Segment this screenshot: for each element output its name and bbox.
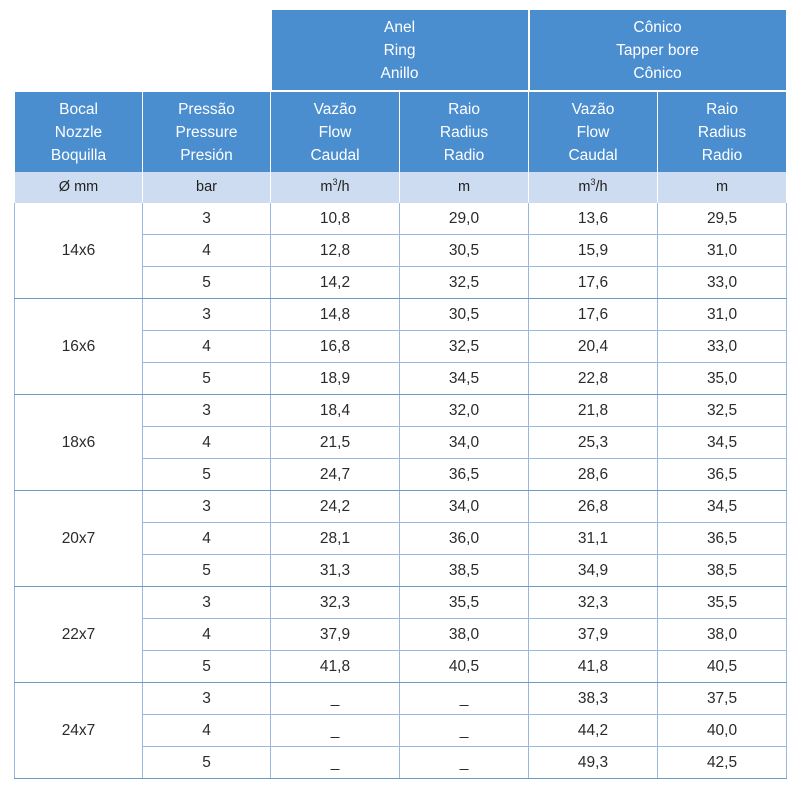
conic-radius-cell: 31,0: [658, 235, 787, 267]
conic-flow-cell: 20,4: [529, 331, 658, 363]
unit-pressure-text: bar: [196, 179, 217, 195]
ring-flow-cell: 10,8: [271, 203, 400, 235]
nozzle-size-cell: 18x6: [15, 395, 143, 491]
group-header-ring: [271, 10, 529, 91]
nozzle-size-cell: 24x7: [15, 683, 143, 779]
column-header-ring-radius: [400, 91, 529, 172]
ring-flow-cell: _: [271, 715, 400, 747]
nozzle-performance-table: [14, 10, 788, 779]
ring-radius-cell: 38,5: [400, 555, 529, 587]
unit-conic-flow: [529, 172, 658, 203]
ring-radius-cell: 34,0: [400, 491, 529, 523]
unit-ring-flow: [271, 172, 400, 203]
ring-flow-cell: 32,3: [271, 587, 400, 619]
ring-flow-cell: 24,2: [271, 491, 400, 523]
conic-flow-cell: 37,9: [529, 619, 658, 651]
conic-radius-cell: 40,0: [658, 715, 787, 747]
conic-radius-cell: 32,5: [658, 395, 787, 427]
column-header-ring-radius-es: Radio: [443, 146, 485, 164]
conic-radius-cell: 42,5: [658, 747, 787, 779]
conic-flow-cell: 17,6: [529, 267, 658, 299]
conic-radius-cell: 31,0: [658, 299, 787, 331]
unit-ring-radius-text: m: [457, 179, 471, 195]
conic-flow-cell: 44,2: [529, 715, 658, 747]
pressure-cell: 4: [143, 619, 271, 651]
table-row: [15, 683, 787, 715]
conic-flow-cell: 38,3: [529, 683, 658, 715]
conic-radius-cell: 38,5: [658, 555, 787, 587]
group-header-row: [15, 10, 787, 91]
conic-flow-cell: 31,1: [529, 523, 658, 555]
ring-radius-cell: 30,5: [400, 299, 529, 331]
ring-radius-cell: 29,0: [400, 203, 529, 235]
column-header-conic-flow-en: Flow: [576, 123, 610, 141]
unit-nozzle: [15, 172, 143, 203]
ring-radius-cell: 34,0: [400, 427, 529, 459]
ring-flow-cell: 37,9: [271, 619, 400, 651]
conic-flow-cell: 32,3: [529, 587, 658, 619]
nozzle-size-cell: 16x6: [15, 299, 143, 395]
column-header-ring-radius-pt: Raio: [448, 100, 480, 118]
ring-flow-cell: 12,8: [271, 235, 400, 267]
ring-flow-cell: _: [271, 747, 400, 779]
column-header-conic-flow-pt: Vazão: [571, 100, 615, 118]
conic-flow-cell: 25,3: [529, 427, 658, 459]
ring-flow-cell: 14,8: [271, 299, 400, 331]
pressure-cell: 5: [143, 555, 271, 587]
column-header-ring-flow: [271, 91, 400, 172]
unit-pressure: [143, 172, 271, 203]
pressure-cell: 5: [143, 267, 271, 299]
ring-flow-cell: 24,7: [271, 459, 400, 491]
column-header-nozzle: [15, 91, 143, 172]
spec-table-page: [14, 10, 786, 788]
header-blank-cell: [15, 10, 271, 91]
ring-radius-cell: _: [400, 747, 529, 779]
ring-radius-cell: 38,0: [400, 619, 529, 651]
pressure-cell: 4: [143, 715, 271, 747]
pressure-cell: 3: [143, 203, 271, 235]
conic-flow-cell: 15,9: [529, 235, 658, 267]
conic-flow-cell: 34,9: [529, 555, 658, 587]
unit-ring-radius: [400, 172, 529, 203]
nozzle-size-cell: 20x7: [15, 491, 143, 587]
pressure-cell: 4: [143, 523, 271, 555]
conic-flow-cell: 13,6: [529, 203, 658, 235]
ring-flow-cell: 28,1: [271, 523, 400, 555]
column-header-row: [15, 91, 787, 172]
column-header-ring-flow-en: Flow: [318, 123, 352, 141]
ring-flow-cell: 41,8: [271, 651, 400, 683]
ring-flow-cell: 18,9: [271, 363, 400, 395]
column-header-conic-radius-es: Radio: [701, 146, 743, 164]
group-header-conic-en: Tapper bore: [616, 41, 699, 59]
group-header-ring-en: Ring: [383, 41, 416, 59]
conic-flow-cell: 17,6: [529, 299, 658, 331]
ring-radius-cell: 36,0: [400, 523, 529, 555]
ring-radius-cell: _: [400, 683, 529, 715]
conic-flow-cell: 21,8: [529, 395, 658, 427]
table-row: [15, 299, 787, 331]
ring-radius-cell: 32,0: [400, 395, 529, 427]
conic-radius-cell: 36,5: [658, 459, 787, 491]
ring-radius-cell: 34,5: [400, 363, 529, 395]
ring-radius-cell: 32,5: [400, 267, 529, 299]
conic-radius-cell: 34,5: [658, 491, 787, 523]
column-header-pressure-en: Pressure: [175, 123, 238, 141]
column-header-pressure-pt: Pressão: [178, 100, 235, 118]
pressure-cell: 3: [143, 683, 271, 715]
ring-flow-cell: _: [271, 683, 400, 715]
pressure-cell: 4: [143, 427, 271, 459]
ring-flow-cell: 18,4: [271, 395, 400, 427]
unit-row: [15, 172, 787, 203]
conic-radius-cell: 35,0: [658, 363, 787, 395]
ring-radius-cell: 30,5: [400, 235, 529, 267]
pressure-cell: 3: [143, 587, 271, 619]
group-header-conic-es: Cônico: [633, 64, 682, 82]
unit-ring-flow-tail: /h: [337, 179, 350, 195]
column-header-nozzle-es: Boquilla: [50, 146, 107, 164]
conic-radius-cell: 33,0: [658, 267, 787, 299]
ring-radius-cell: _: [400, 715, 529, 747]
unit-conic-flow-base: m: [578, 179, 591, 195]
table-body: [15, 203, 787, 779]
column-header-ring-radius-en: Radius: [439, 123, 489, 141]
column-header-pressure: [143, 91, 271, 172]
conic-radius-cell: 33,0: [658, 331, 787, 363]
conic-flow-cell: 49,3: [529, 747, 658, 779]
unit-conic-flow-exponent: 3: [590, 177, 596, 188]
ring-flow-cell: 31,3: [271, 555, 400, 587]
table-row: [15, 203, 787, 235]
pressure-cell: 4: [143, 235, 271, 267]
ring-flow-cell: 14,2: [271, 267, 400, 299]
group-header-ring-pt: Anel: [383, 18, 416, 36]
unit-ring-flow-exponent: 3: [332, 177, 338, 188]
pressure-cell: 3: [143, 395, 271, 427]
conic-radius-cell: 40,5: [658, 651, 787, 683]
conic-radius-cell: 34,5: [658, 427, 787, 459]
conic-flow-cell: 26,8: [529, 491, 658, 523]
unit-conic-radius: [658, 172, 787, 203]
column-header-ring-flow-pt: Vazão: [313, 100, 357, 118]
pressure-cell: 5: [143, 363, 271, 395]
column-header-conic-radius-pt: Raio: [706, 100, 738, 118]
ring-radius-cell: 36,5: [400, 459, 529, 491]
table-row: [15, 395, 787, 427]
conic-flow-cell: 22,8: [529, 363, 658, 395]
ring-radius-cell: 35,5: [400, 587, 529, 619]
conic-radius-cell: 29,5: [658, 203, 787, 235]
nozzle-size-cell: 22x7: [15, 587, 143, 683]
group-header-ring-es: Anillo: [380, 64, 419, 82]
unit-nozzle-text: Ø mm: [58, 179, 99, 195]
ring-radius-cell: 40,5: [400, 651, 529, 683]
column-header-conic-flow-es: Caudal: [568, 146, 618, 164]
column-header-nozzle-pt: Bocal: [59, 100, 98, 118]
ring-flow-cell: 21,5: [271, 427, 400, 459]
pressure-cell: 4: [143, 331, 271, 363]
pressure-cell: 5: [143, 651, 271, 683]
unit-conic-flow-tail: /h: [595, 179, 608, 195]
ring-radius-cell: 32,5: [400, 331, 529, 363]
table-row: [15, 587, 787, 619]
column-header-conic-flow: [529, 91, 658, 172]
column-header-ring-flow-es: Caudal: [310, 146, 360, 164]
conic-radius-cell: 38,0: [658, 619, 787, 651]
conic-radius-cell: 37,5: [658, 683, 787, 715]
group-header-conic-pt: Cônico: [633, 18, 682, 36]
table-row: [15, 491, 787, 523]
pressure-cell: 5: [143, 747, 271, 779]
unit-conic-radius-text: m: [715, 179, 729, 195]
pressure-cell: 3: [143, 299, 271, 331]
column-header-conic-radius-en: Radius: [697, 123, 747, 141]
pressure-cell: 5: [143, 459, 271, 491]
nozzle-size-cell: 14x6: [15, 203, 143, 299]
pressure-cell: 3: [143, 491, 271, 523]
column-header-pressure-es: Presión: [180, 146, 233, 164]
group-header-conic: [529, 10, 787, 91]
conic-radius-cell: 35,5: [658, 587, 787, 619]
ring-flow-cell: 16,8: [271, 331, 400, 363]
conic-flow-cell: 28,6: [529, 459, 658, 491]
unit-ring-flow-base: m: [320, 179, 333, 195]
conic-flow-cell: 41,8: [529, 651, 658, 683]
column-header-conic-radius: [658, 91, 787, 172]
conic-radius-cell: 36,5: [658, 523, 787, 555]
column-header-nozzle-en: Nozzle: [54, 123, 103, 141]
